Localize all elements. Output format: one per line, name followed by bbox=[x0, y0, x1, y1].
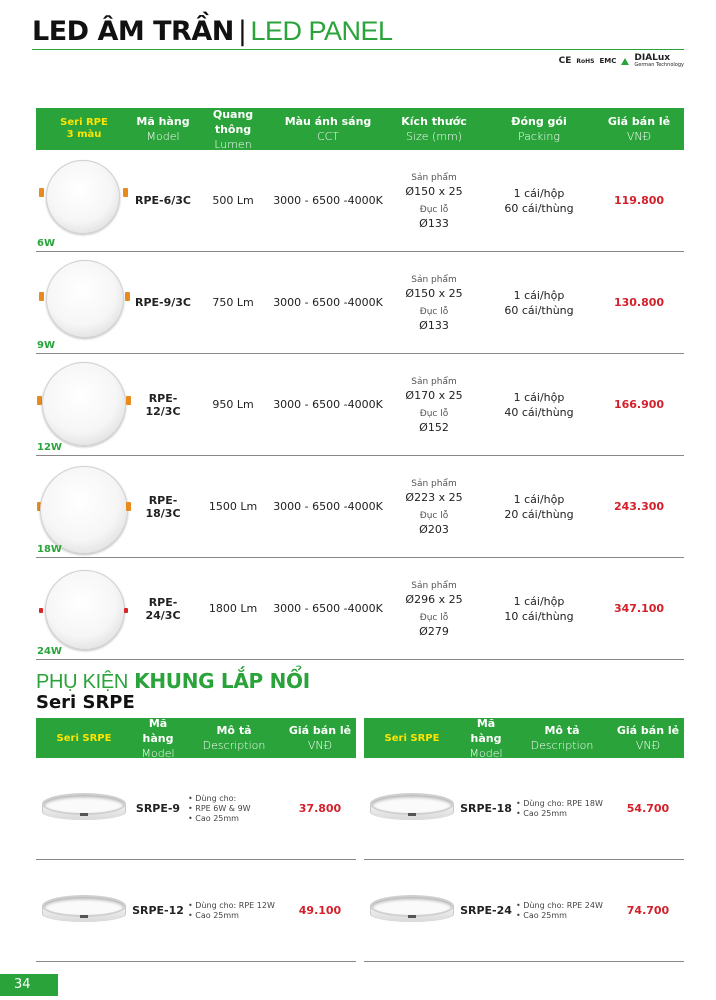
frame-image bbox=[364, 793, 460, 825]
model-cell: RPE-6/3C bbox=[134, 194, 191, 207]
page-number: 34 bbox=[0, 974, 58, 996]
frame-image bbox=[364, 895, 460, 927]
header-description: Mô tả Description bbox=[530, 724, 594, 752]
size-cell: Sản phẩm Ø296 x 25 Đục lỗ Ø279 bbox=[405, 580, 463, 638]
spring-clip-icon bbox=[124, 608, 128, 613]
model-cell: SRPE-9 bbox=[135, 802, 181, 815]
surface-frame-icon bbox=[370, 793, 454, 825]
table-row bbox=[36, 860, 356, 962]
table-row bbox=[36, 758, 356, 860]
accessory-title-bold: KHUNG LẮP NỔI bbox=[134, 669, 310, 693]
header-price: Giá bán lẻ VNĐ bbox=[616, 724, 680, 752]
accessory-subtitle: Seri SRPE bbox=[36, 692, 135, 713]
frame-image bbox=[36, 895, 132, 927]
table-row bbox=[36, 150, 684, 252]
accessory-table-header-left bbox=[36, 718, 356, 758]
led-panel-icon bbox=[40, 466, 128, 554]
price-cell: 37.800 bbox=[298, 802, 342, 815]
rohs-icon: RoHS bbox=[576, 57, 595, 65]
model-cell: RPE-9/3C bbox=[134, 296, 191, 309]
dialux-logo bbox=[634, 54, 684, 68]
emc-icon: EMC bbox=[599, 57, 617, 65]
header-series: Seri SRPE bbox=[56, 732, 112, 744]
wattage-label: 24W bbox=[37, 646, 62, 657]
spring-clip-icon bbox=[39, 608, 43, 613]
cct-cell: 3000 - 6500 -4000K bbox=[273, 194, 383, 207]
lumen-cell: 500 Lm bbox=[212, 194, 254, 207]
description-cell: • Dùng cho: RPE 18W • Cao 25mm bbox=[512, 799, 612, 819]
surface-frame-icon bbox=[42, 895, 126, 927]
lumen-cell: 950 Lm bbox=[212, 398, 254, 411]
cct-cell: 3000 - 6500 -4000K bbox=[273, 602, 383, 615]
lumen-cell: 1800 Lm bbox=[208, 602, 258, 615]
spring-clip-icon bbox=[126, 502, 131, 511]
main-table-header bbox=[36, 108, 684, 150]
price-cell: 54.700 bbox=[626, 802, 670, 815]
header-model: Mã hàng Model bbox=[469, 716, 503, 760]
packing-cell: 1 cái/hộp 20 cái/thùng bbox=[504, 492, 574, 521]
packing-cell: 1 cái/hộp 40 cái/thùng bbox=[504, 390, 574, 419]
price-cell: 119.800 bbox=[613, 194, 665, 207]
lumen-cell: 1500 Lm bbox=[208, 500, 258, 513]
spring-clip-icon bbox=[39, 292, 44, 301]
title-bold: LED ÂM TRẦN bbox=[32, 16, 234, 47]
header-cct: Màu ánh sáng CCT bbox=[284, 115, 372, 143]
frame-image bbox=[36, 793, 132, 825]
header-description: Mô tả Description bbox=[202, 724, 266, 752]
title-separator: | bbox=[237, 16, 247, 47]
table-row bbox=[36, 558, 684, 660]
header-price: Giá bán lẻ VNĐ bbox=[288, 724, 352, 752]
wattage-label: 6W bbox=[37, 238, 55, 249]
packing-cell: 1 cái/hộp 60 cái/thùng bbox=[504, 186, 574, 215]
price-cell: 74.700 bbox=[626, 904, 670, 917]
model-cell: RPE-18/3C bbox=[145, 493, 181, 520]
triangle-icon bbox=[621, 58, 629, 65]
price-cell: 243.300 bbox=[613, 500, 665, 513]
header-series: Seri RPE 3 màu bbox=[60, 117, 108, 140]
page-title bbox=[32, 16, 393, 47]
product-image bbox=[36, 558, 132, 659]
wattage-label: 12W bbox=[37, 442, 62, 453]
header-lumen: Quang thông Lumen bbox=[212, 107, 254, 151]
price-cell: 49.100 bbox=[298, 904, 342, 917]
product-image bbox=[36, 456, 132, 557]
model-cell: SRPE-12 bbox=[132, 904, 184, 917]
price-cell: 347.100 bbox=[613, 602, 665, 615]
product-image bbox=[36, 252, 132, 353]
accessory-table-header-right bbox=[364, 718, 684, 758]
title-underline bbox=[32, 49, 684, 50]
model-cell: SRPE-24 bbox=[460, 904, 512, 917]
size-cell: Sản phẩm Ø150 x 25 Đục lỗ Ø133 bbox=[405, 274, 463, 332]
certification-logos bbox=[559, 54, 684, 68]
table-row bbox=[36, 456, 684, 558]
header-series: Seri SRPE bbox=[384, 732, 440, 744]
wattage-label: 9W bbox=[37, 340, 55, 351]
table-row bbox=[364, 758, 684, 860]
surface-frame-icon bbox=[370, 895, 454, 927]
table-row bbox=[364, 860, 684, 962]
size-cell: Sản phẩm Ø150 x 25 Đục lỗ Ø133 bbox=[405, 172, 463, 230]
header-size: Kích thước Size (mm) bbox=[401, 115, 467, 143]
dialux-label: DIALux bbox=[634, 53, 671, 63]
header-model: Mã hàng Model bbox=[141, 716, 175, 760]
spring-clip-icon bbox=[126, 396, 131, 405]
spring-clip-icon bbox=[125, 292, 130, 301]
surface-frame-icon bbox=[42, 793, 126, 825]
accessory-title bbox=[36, 669, 310, 694]
wattage-label: 18W bbox=[37, 544, 62, 555]
lumen-cell: 750 Lm bbox=[212, 296, 254, 309]
led-panel-icon bbox=[42, 362, 126, 446]
product-image bbox=[36, 354, 132, 455]
dialux-sub-label: German Technology bbox=[634, 62, 684, 68]
model-cell: SRPE-18 bbox=[460, 802, 512, 815]
packing-cell: 1 cái/hộp 60 cái/thùng bbox=[504, 288, 574, 317]
cct-cell: 3000 - 6500 -4000K bbox=[273, 398, 383, 411]
size-cell: Sản phẩm Ø223 x 25 Đục lỗ Ø203 bbox=[405, 478, 463, 536]
accessory-title-light: PHỤ KIỆN bbox=[36, 671, 129, 693]
header-model: Mã hàng Model bbox=[136, 115, 190, 143]
table-row bbox=[36, 252, 684, 354]
price-cell: 166.900 bbox=[613, 398, 665, 411]
product-image bbox=[36, 150, 132, 251]
ce-mark-icon: CE bbox=[558, 56, 572, 66]
packing-cell: 1 cái/hộp 10 cái/thùng bbox=[504, 594, 574, 623]
size-cell: Sản phẩm Ø170 x 25 Đục lỗ Ø152 bbox=[405, 376, 463, 434]
description-cell: • Dùng cho: RPE 24W • Cao 25mm bbox=[512, 901, 612, 921]
led-panel-icon bbox=[45, 570, 125, 650]
model-cell: RPE-24/3C bbox=[145, 595, 181, 622]
table-row bbox=[36, 354, 684, 456]
led-panel-icon bbox=[46, 160, 120, 234]
header-price: Giá bán lẻ VNĐ bbox=[607, 115, 671, 143]
spring-clip-icon bbox=[123, 188, 128, 197]
cct-cell: 3000 - 6500 -4000K bbox=[273, 500, 383, 513]
spring-clip-icon bbox=[39, 188, 44, 197]
model-cell: RPE-12/3C bbox=[145, 391, 181, 418]
title-light: LED PANEL bbox=[250, 16, 393, 46]
description-cell: • Dùng cho: • RPE 6W & 9W • Cao 25mm bbox=[184, 794, 284, 824]
description-cell: • Dùng cho: RPE 12W • Cao 25mm bbox=[184, 901, 284, 921]
led-panel-icon bbox=[46, 260, 124, 338]
cct-cell: 3000 - 6500 -4000K bbox=[273, 296, 383, 309]
header-packing: Đóng gói Packing bbox=[511, 115, 567, 143]
price-cell: 130.800 bbox=[613, 296, 665, 309]
